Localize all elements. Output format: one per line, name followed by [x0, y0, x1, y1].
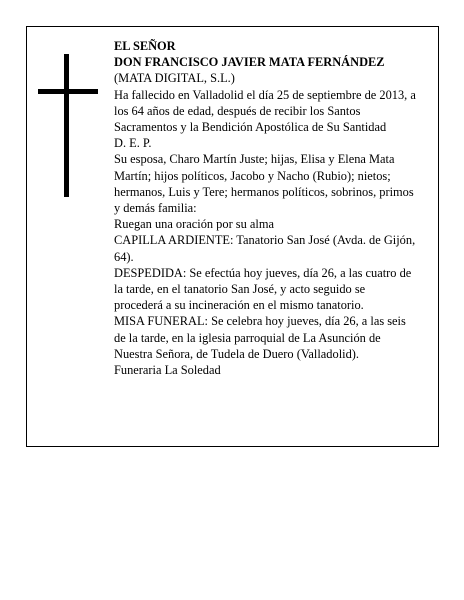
company-name: (MATA DIGITAL, S.L.) — [114, 71, 235, 86]
family-list: Su esposa, Charo Martín Juste; hijas, Elisa y Elena Mata Martín; hijos políticos, Jacobo y Nacho (Rubio); nietos; hermanos, Luis y Tere; hermanos políticos, sobrinos, primos y demás familia: — [114, 152, 414, 216]
rip-line: D. E. P. — [114, 136, 152, 151]
cross-vertical-bar — [64, 54, 69, 197]
obituary-text — [114, 38, 416, 378]
funeral-home: Funeraria La Soledad — [114, 363, 221, 378]
cross-horizontal-bar — [38, 89, 98, 94]
farewell-info: DESPEDIDA: Se efectúa hoy jueves, día 26, a las cuatro de la tarde, en el tanatorio San José, y acto seguido se procederá a su incineración en el mismo tanatorio. — [114, 265, 412, 313]
funeral-mass-info: MISA FUNERAL: Se celebra hoy jueves, día 26, a las seis de la tarde, en la iglesia parroquial de La Asunción de Nuestra Señora, de Tudela de Duero (Valladolid). — [114, 314, 406, 361]
death-announcement: Ha fallecido en Valladolid el día 25 de septiembre de 2013, a los 64 años de edad, después de recibir los Santos Sacramentos y la Bendición Apostólica de Su Santidad — [114, 87, 416, 135]
chapel-info: CAPILLA ARDIENTE: Tanatorio San José (Avda. de Gijón, 64). — [114, 233, 416, 264]
prayer-request: Ruegan una oración por su alma — [114, 217, 274, 232]
cross-icon — [38, 54, 98, 197]
deceased-name: DON FRANCISCO JAVIER MATA FERNÁNDEZ — [114, 55, 385, 70]
notice-title: EL SEÑOR — [114, 39, 176, 53]
